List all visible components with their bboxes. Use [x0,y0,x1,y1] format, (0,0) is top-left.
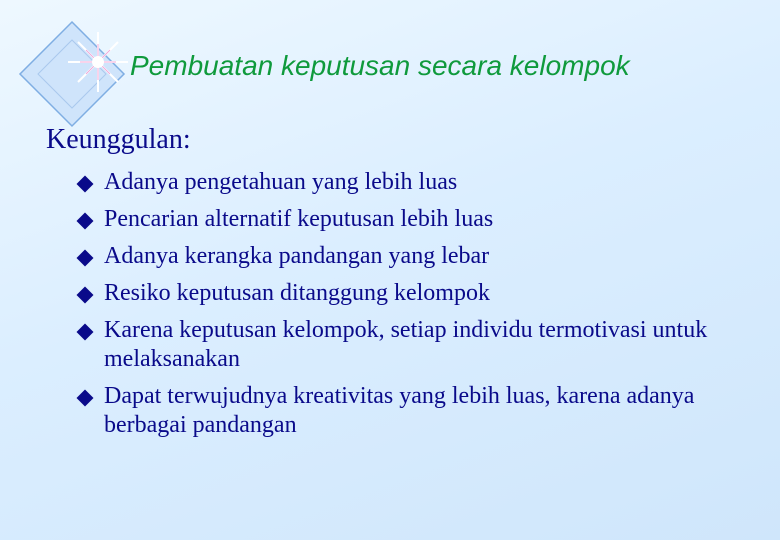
diamond-bullet-icon [77,324,94,341]
list-item-text: Adanya pengetahuan yang lebih luas [104,169,458,195]
list-item-text: Karena keputusan kelompok, setiap individu termotivasi untuk melaksanakan [104,317,708,372]
slide-title: Pembuatan keputusan secara kelompok [130,50,630,81]
diamond-bullet-icon [77,213,94,230]
diamond-bullet-icon [77,390,94,407]
bullet-list [78,168,738,448]
list-item-text: Dapat terwujudnya kreativitas yang lebih luas, karena adanya berbagai pandangan [104,383,695,438]
list-item-text: Adanya kerangka pandangan yang lebar [104,243,490,269]
list-item [78,205,738,234]
diamond-bullet-icon [77,250,94,267]
list-item [78,382,738,440]
list-item-text: Resiko keputusan ditanggung kelompok [104,280,490,306]
list-item [78,279,738,308]
list-item-text: Pencarian alternatif keputusan lebih luas [104,206,494,232]
section-heading: Keunggulan: [46,124,191,155]
list-item [78,316,738,374]
list-item [78,242,738,271]
list-item [78,168,738,197]
diamond-bullet-icon [77,287,94,304]
diamond-star-icon [16,18,128,130]
diamond-bullet-icon [77,176,94,193]
